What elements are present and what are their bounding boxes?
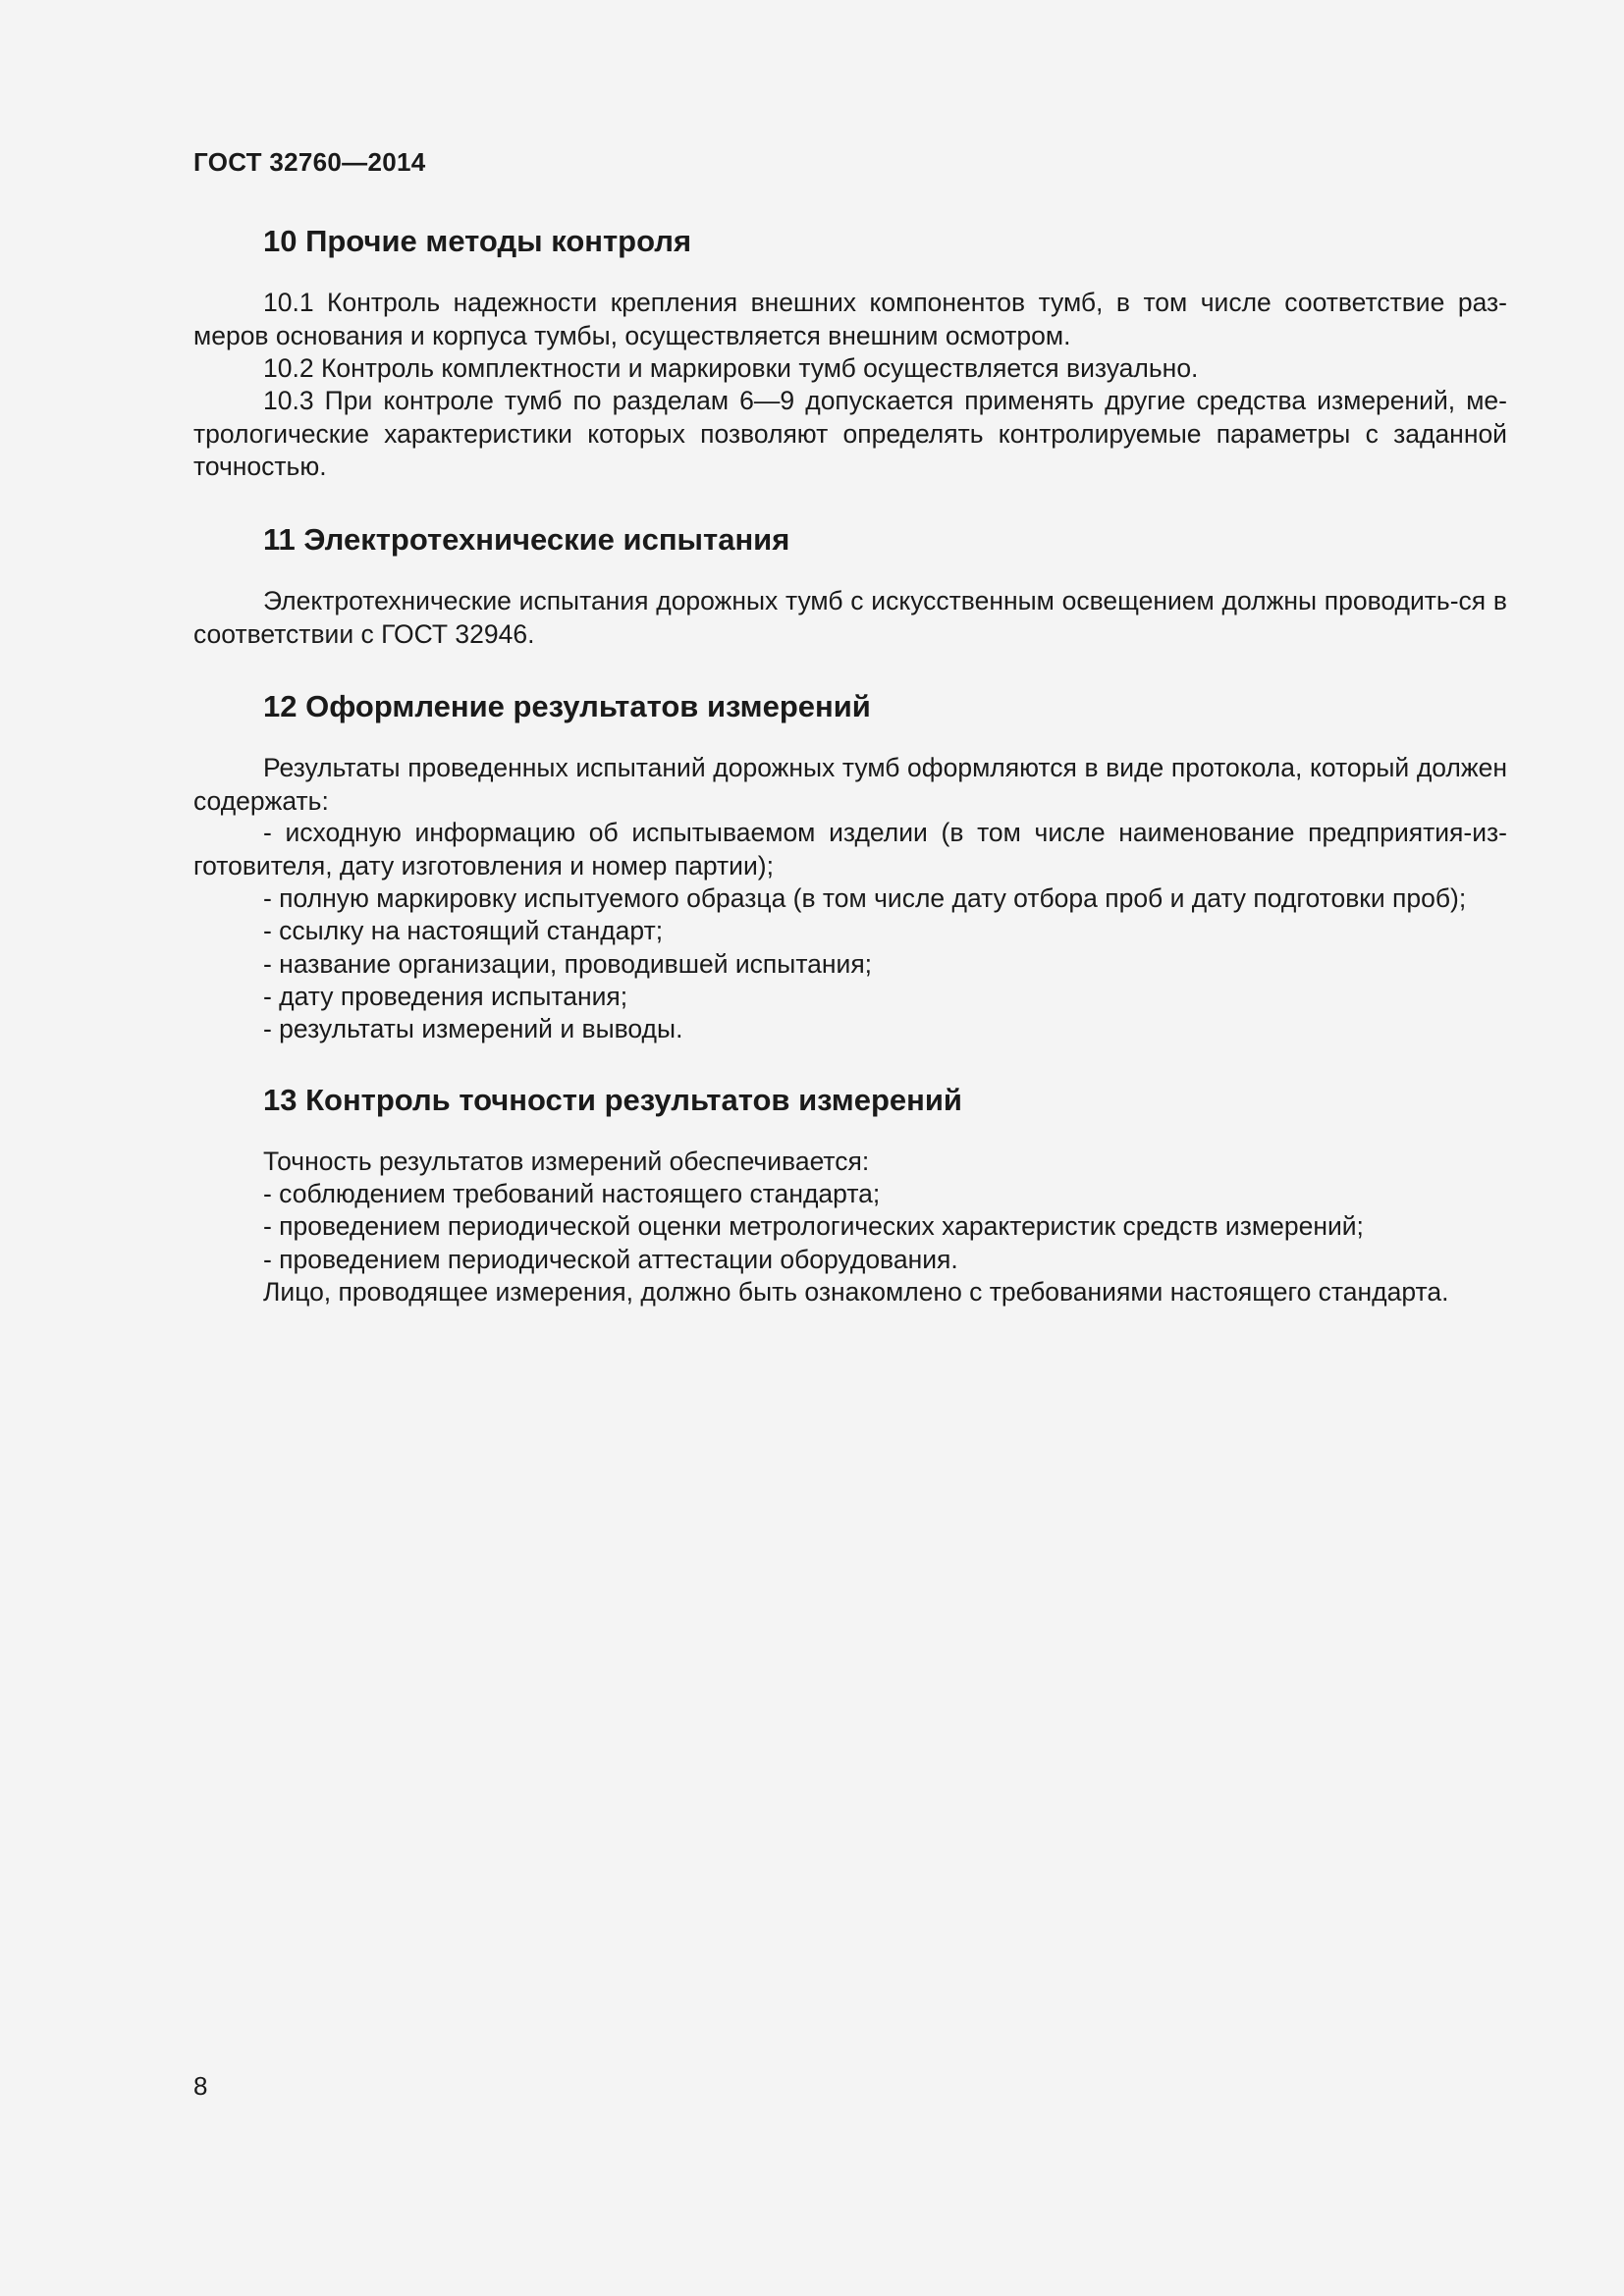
paragraph-10-2: 10.2 Контроль комплектности и маркировки тумб осуществляется визуально. xyxy=(263,353,1199,383)
page-number: 8 xyxy=(193,2071,208,2101)
paragraph-13-closing: Лицо, проводящее измерения, должно быть ознакомлено с требованиями настоящего стандарта. xyxy=(263,1277,1449,1307)
list-item: - проведением периодической аттестации оборудования. xyxy=(263,1245,958,1274)
list-item: - соблюдением требований настоящего стандарта; xyxy=(263,1179,881,1208)
paragraph-10-3: 10.3 При контроле тумб по разделам 6—9 допускается применять другие средства измерений, ме-трологические характеристики которых позволяют определять контролируемые параметры с заданной точностью. xyxy=(193,386,1507,481)
standard-designation: ГОСТ 32760—2014 xyxy=(193,147,426,177)
list-item: - результаты измерений и выводы. xyxy=(263,1014,683,1043)
list-item: - исходную информацию об испытываемом изделии (в том числе наименование предприятия-из-готовителя, дату изготовления и номер партии); xyxy=(193,818,1507,881)
list-item: - дату проведения испытания; xyxy=(263,982,628,1011)
paragraph-11: Электротехнические испытания дорожных тумб с искусственным освещением должны проводить-ся в соответствии с ГОСТ 32946. xyxy=(193,586,1507,649)
paragraph-13-intro: Точность результатов измерений обеспечивается: xyxy=(263,1147,870,1176)
list-item: - ссылку на настоящий стандарт; xyxy=(263,916,664,945)
list-item: - название организации, проводившей испытания; xyxy=(263,949,873,979)
section-10-heading: 10 Прочие методы контроля xyxy=(263,224,692,258)
section-13-heading: 13 Контроль точности результатов измерений xyxy=(263,1083,962,1117)
paragraph-12-intro: Результаты проведенных испытаний дорожных тумб оформляются в виде протокола, который должен содержать: xyxy=(193,753,1507,816)
section-12-heading: 12 Оформление результатов измерений xyxy=(263,689,871,723)
paragraph-10-1: 10.1 Контроль надежности крепления внешних компонентов тумб, в том числе соответствие раз-меров основания и корпуса тумбы, осуществляется внешним осмотром. xyxy=(193,288,1507,350)
section-11-heading: 11 Электротехнические испытания xyxy=(263,522,790,557)
list-item: - полную маркировку испытуемого образца (в том числе дату отбора проб и дату подготовки проб); xyxy=(263,883,1467,913)
list-item: - проведением периодической оценки метрологических характеристик средств измерений; xyxy=(263,1211,1364,1241)
